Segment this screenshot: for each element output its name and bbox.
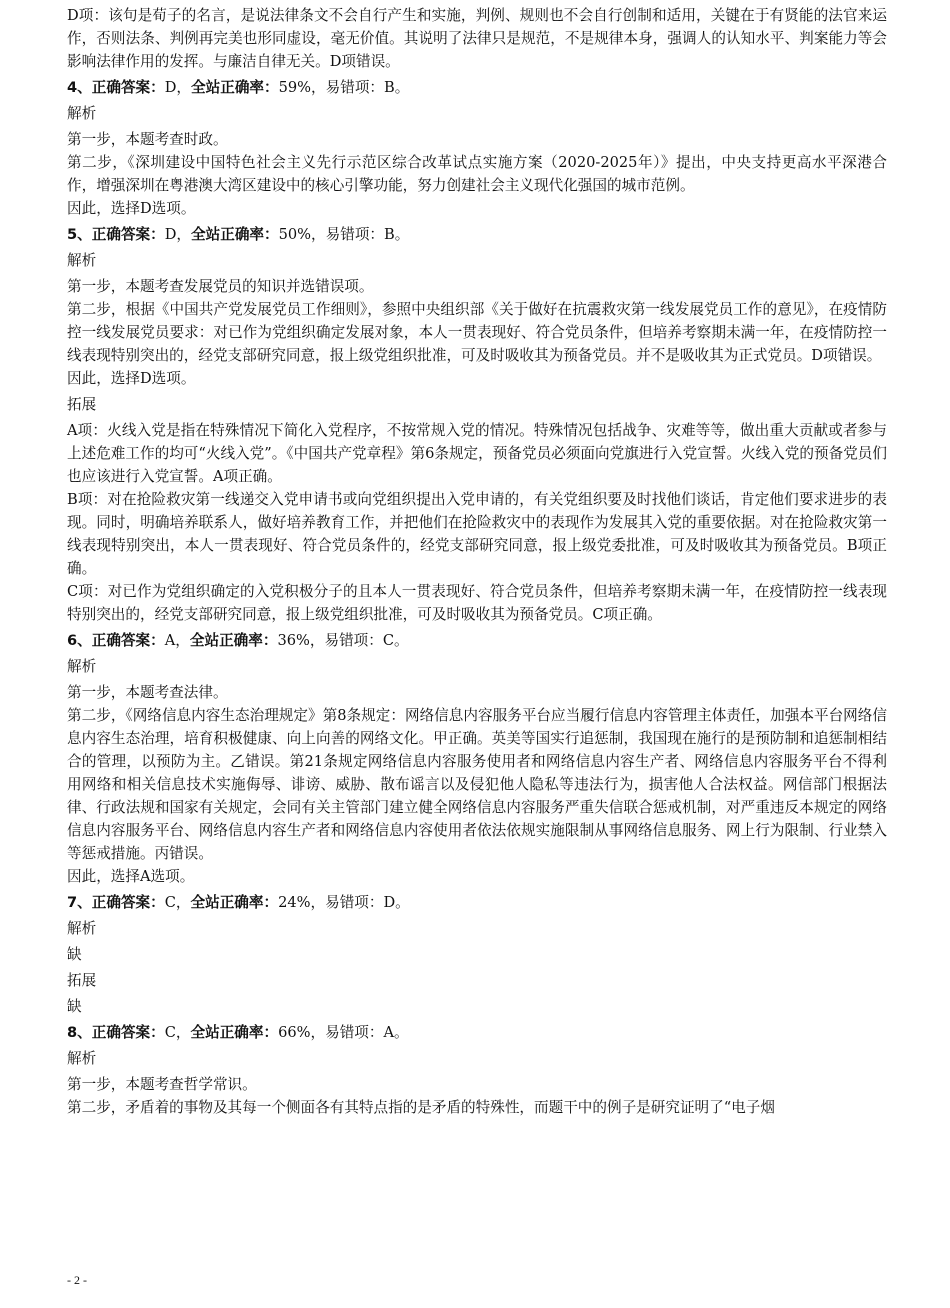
- q4-step2: 第二步，《深圳建设中国特色社会主义先行示范区综合改革试点实施方案（2020-2025年）》提出，中央支持更高水平深港合作，增强深圳在粤港澳大湾区建设中的核心引擎功能，努力创建社会主义现代化强国的城市范例。: [67, 154, 887, 194]
- document-page: [67, 4, 887, 1119]
- q4-answer-header: 4、正确答案：D，全站正确率：59%，易错项：B。: [67, 79, 410, 96]
- q5-answer-header: 5、正确答案：D，全站正确率：50%，易错项：B。: [67, 226, 410, 243]
- q7-analysis-label: 解析: [67, 920, 97, 937]
- q6-step2: 第二步，《网络信息内容生态治理规定》第8条规定：网络信息内容服务平台应当履行信息内容管理主体责任，加强本平台网络信息内容生态治理，培育积极健康、向上向善的网络文化。甲正确。英美等国实行追惩制，我国现在施行的是预防制和追惩制相结合的管理，以预防为主。乙错误。第21条规定网络信息内容服务使用者和网络信息内容生产者、网络信息内容服务平台不得利用网络和相关信息技术实施侮辱、诽谤、威胁、散布谣言以及侵犯他人隐私等违法行为，损害他人合法权益。网信部门根据法律、行政法规和国家有关规定，会同有关主管部门建立健全网络信息内容服务严重失信联合惩戒机制，对严重违反本规定的网络信息内容服务平台、网络信息内容生产者和网络信息内容使用者依法依规实施限制从事网络信息服务、网上行为限制、行业禁入等惩戒措施。丙错误。: [67, 707, 887, 862]
- q7-extension-label: 拓展: [67, 972, 97, 989]
- intro-d-option: D项：该句是荀子的名言，是说法律条文不会自行产生和实施，判例、规则也不会自行创制和适用，关键在于有贤能的法官来运作，否则法条、判例再完美也形同虚设，毫无价值。其说明了法律只是规范，不是规律本身，强调人的认知水平、判案能力等会影响法律作用的发挥。与廉洁自律无关。D项错误。: [67, 7, 887, 70]
- q6-step1: 第一步，本题考查法律。: [67, 684, 228, 701]
- q8-answer-header: 8、正确答案：C，全站正确率：66%，易错项：A。: [67, 1024, 409, 1041]
- q5-ext-c: C项：对已作为党组织确定的入党积极分子的且本人一贯表现好、符合党员条件，但培养考察期未满一年，在疫情防控一线表现特别突出的，经党支部研究同意，报上级党组织批准，可及时吸收其为预备党员。C项正确。: [67, 583, 887, 623]
- q8-analysis-label: 解析: [67, 1050, 97, 1067]
- q7-analysis-body: 缺: [67, 946, 82, 963]
- q6-answer-header: 6、正确答案：A，全站正确率：36%，易错项：C。: [67, 632, 409, 649]
- q5-analysis-label: 解析: [67, 252, 97, 269]
- q5-step2: 第二步，根据《中国共产党发展党员工作细则》，参照中央组织部《关于做好在抗震救灾第一线发展党员工作的意见》，在疫情防控一线发展党员要求：对已作为党组织确定发展对象，本人一贯表现好、符合党员条件，但培养考察期未满一年，在疫情防控一线表现特别突出的，经党支部研究同意，报上级党组织批准，可及时吸收其为预备党员。并不是吸收其为正式党员。D项错误。: [67, 301, 887, 364]
- q8-step1: 第一步，本题考查哲学常识。: [67, 1076, 257, 1093]
- q4-analysis-label: 解析: [67, 105, 97, 122]
- q5-extension-label: 拓展: [67, 396, 97, 413]
- q4-step1: 第一步，本题考查时政。: [67, 131, 228, 148]
- q7-extension-body: 缺: [67, 998, 82, 1015]
- page-number: - 2 -: [67, 1273, 87, 1287]
- q5-ext-a: A项：火线入党是指在特殊情况下简化入党程序，不按常规入党的情况。特殊情况包括战争、灾难等等，做出重大贡献或者参与上述危难工作的均可“火线入党”。《中国共产党章程》第6条规定，预备党员必须面向党旗进行入党宣誓。火线入党的预备党员们也应该进行入党宣誓。A项正确。: [67, 422, 887, 485]
- q4-conclusion: 因此，选择D选项。: [67, 200, 196, 217]
- q5-step1: 第一步，本题考查发展党员的知识并选错误项。: [67, 278, 374, 295]
- q6-analysis-label: 解析: [67, 658, 97, 675]
- q8-step2: 第二步，矛盾着的事物及其每一个侧面各有其特点指的是矛盾的特殊性，而题干中的例子是研究证明了“电子烟: [67, 1099, 775, 1116]
- q5-conclusion: 因此，选择D选项。: [67, 370, 196, 387]
- q6-conclusion: 因此，选择A选项。: [67, 868, 195, 885]
- q5-ext-b: B项：对在抢险救灾第一线递交入党申请书或向党组织提出入党申请的，有关党组织要及时找他们谈话，肯定他们要求进步的表现。同时，明确培养联系人，做好培养教育工作，并把他们在抢险救灾中的表现作为发展其入党的重要依据。对在抢险救灾第一线表现特别突出，本人一贯表现好、符合党员条件的，经党支部研究同意，报上级党委批准，可及时吸收其为预备党员。B项正确。: [67, 491, 887, 577]
- q7-answer-header: 7、正确答案：C，全站正确率：24%，易错项：D。: [67, 894, 410, 911]
